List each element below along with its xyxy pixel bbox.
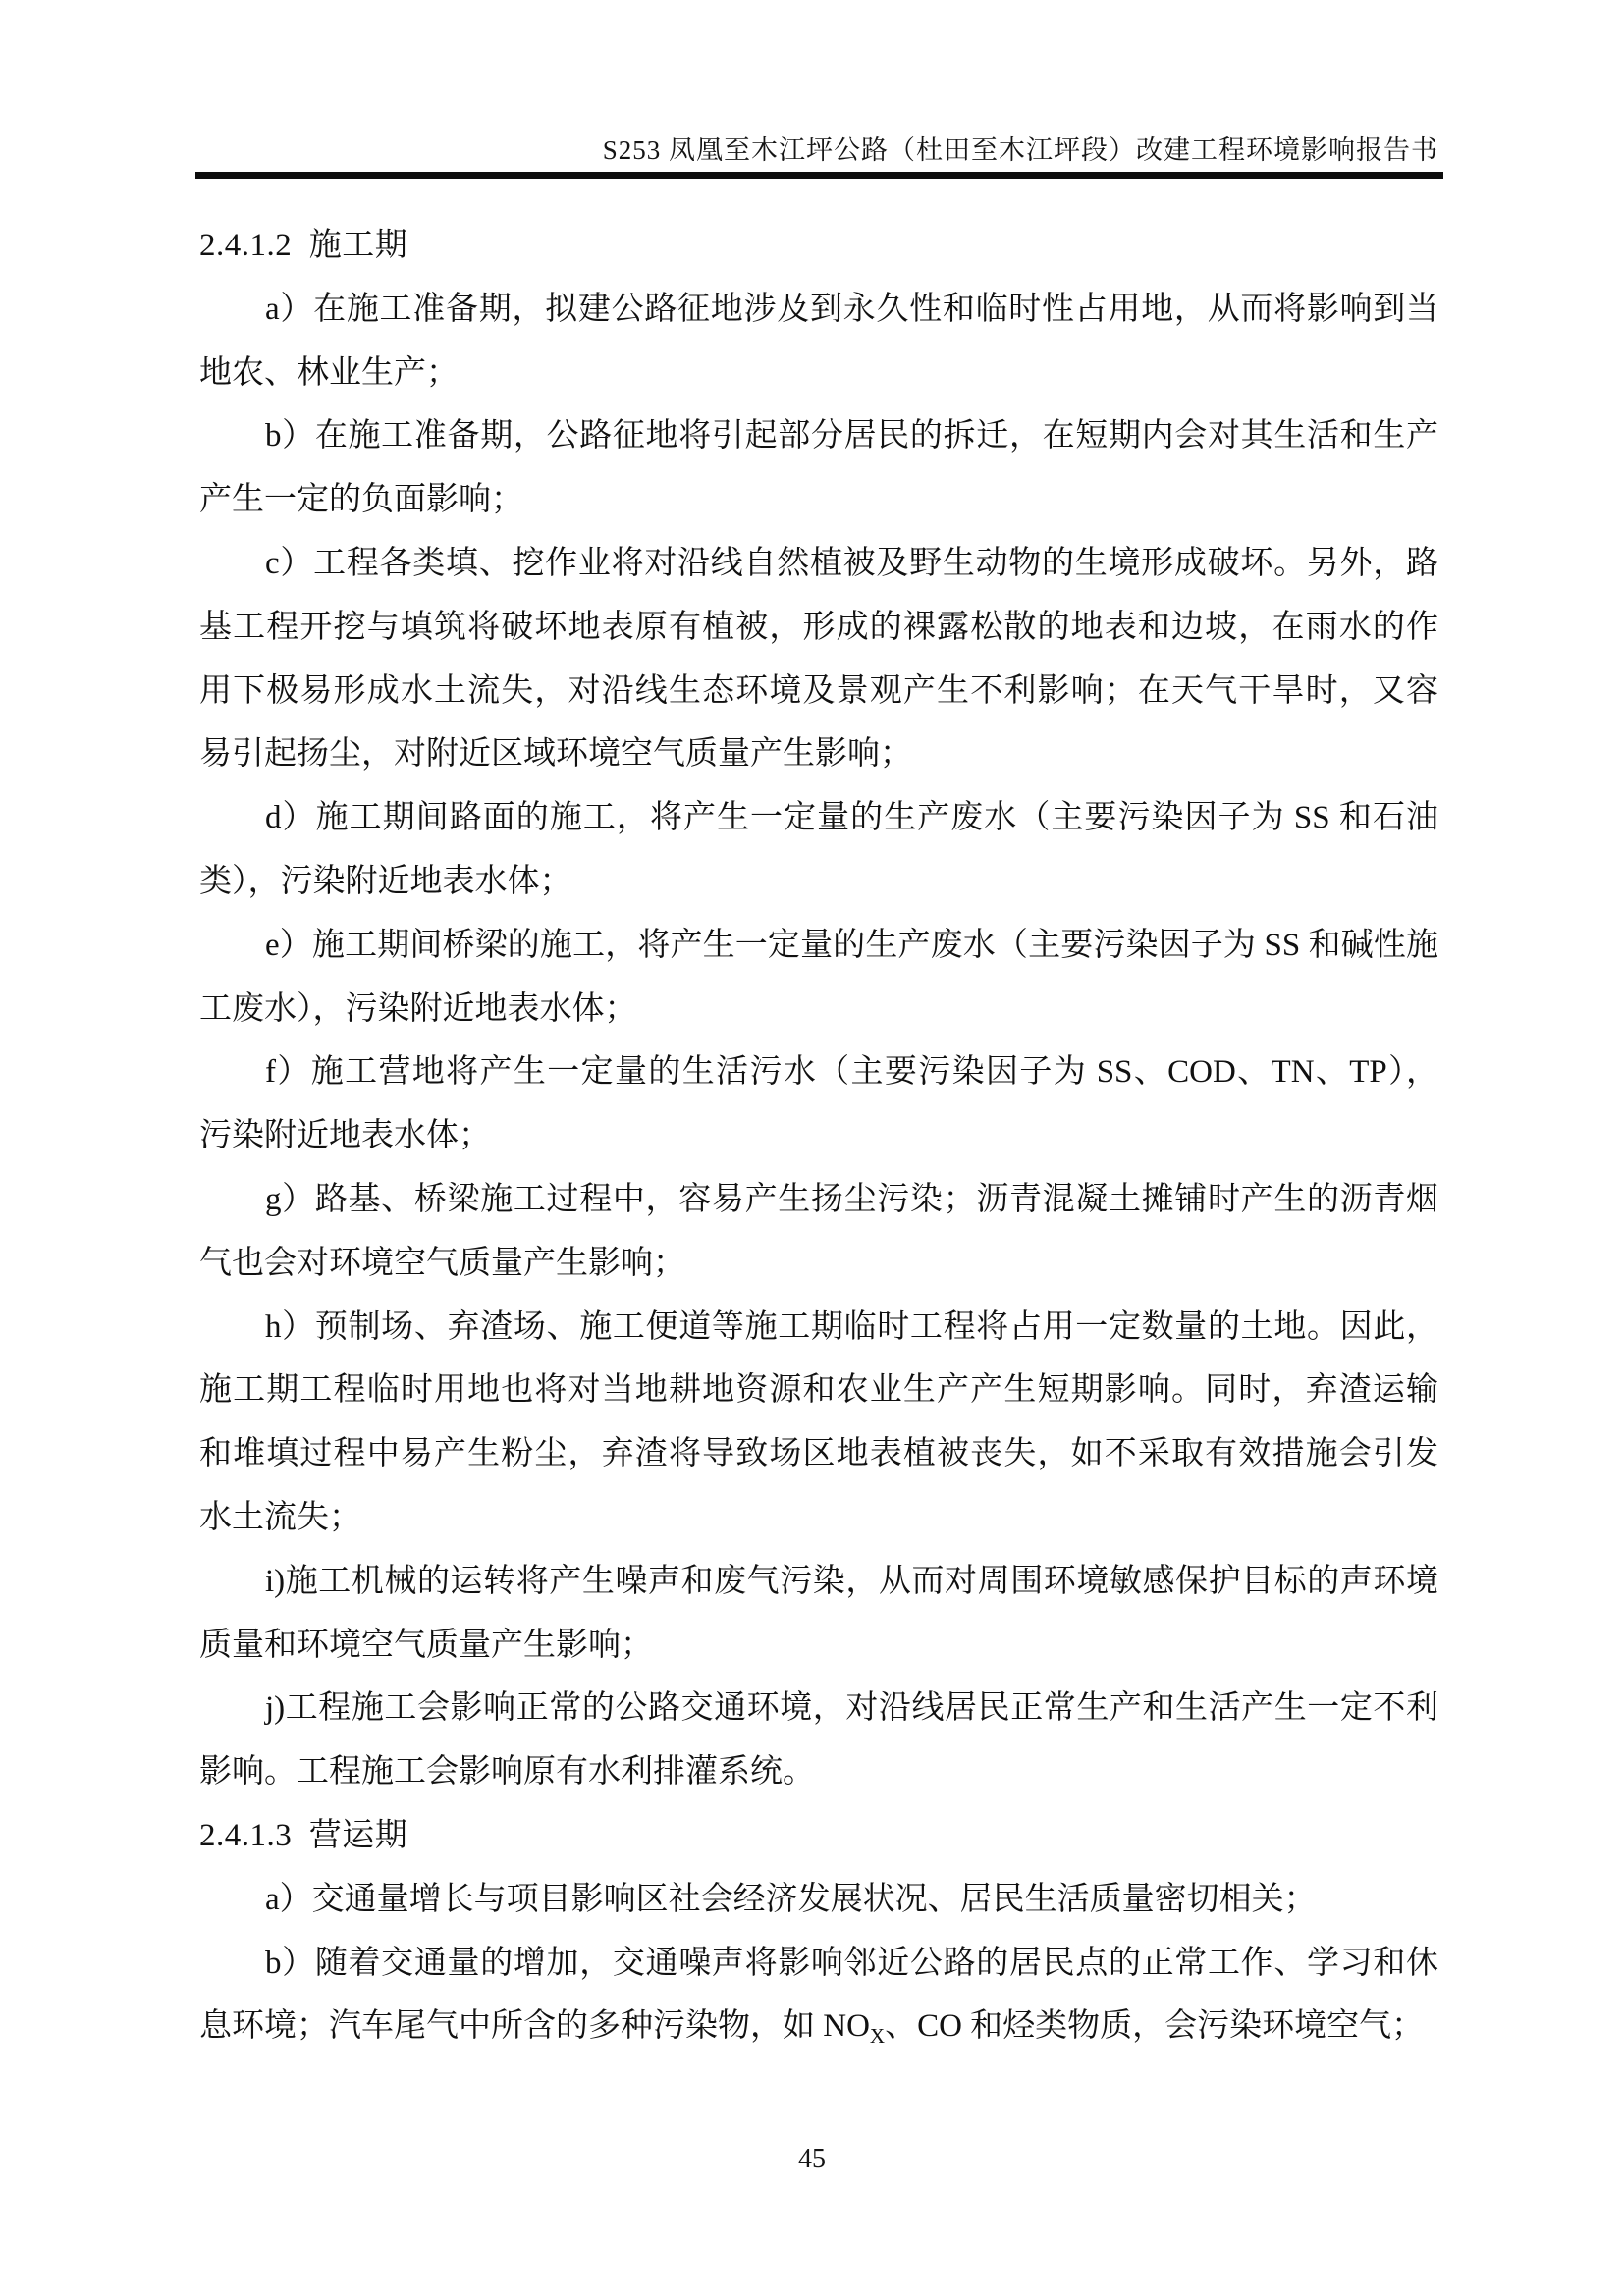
- text-line: b）随着交通量的增加，交通噪声将影响邻近公路的居民点的正常工作、学习和休: [265, 1945, 1438, 1981]
- text-line: 易引起扬尘，对附近区域环境空气质量产生影响；: [199, 736, 912, 773]
- text-line: 地农、林业生产；: [199, 354, 459, 391]
- text-line: b）在施工准备期，公路征地将引起部分居民的拆迁，在短期内会对其生活和生产: [265, 418, 1438, 454]
- text-segment: 息环境；汽车尾气中所含的多种污染物，如 NO: [199, 2008, 870, 2045]
- text-line: 质量和环境空气质量产生影响；: [199, 1627, 653, 1663]
- text-line: 施工期工程临时用地也将对当地耕地资源和农业生产产生短期影响。同时，弃渣运输: [199, 1372, 1438, 1409]
- text-segment: 、CO 和烃类物质，会污染环境空气；: [885, 2008, 1425, 2045]
- text-line: h）预制场、弃渣场、施工便道等施工期临时工程将占用一定数量的土地。因此，: [265, 1308, 1438, 1345]
- header-rule: [195, 172, 1443, 179]
- text-line: g）路基、桥梁施工过程中，容易产生扬尘污染；沥青混凝土摊铺时产生的沥青烟: [265, 1181, 1438, 1217]
- text-line: i)施工机械的运转将产生噪声和废气污染，从而对周围环境敏感保护目标的声环境: [265, 1563, 1438, 1599]
- text-line: e）施工期间桥梁的施工，将产生一定量的生产废水（主要污染因子为 SS 和碱性施: [265, 927, 1438, 963]
- text-line: 类），污染附近地表水体；: [199, 863, 572, 899]
- text-line: 水土流失；: [199, 1499, 361, 1535]
- text-line: c）工程各类填、挖作业将对沿线自然植被及野生动物的生境形成破坏。另外，路: [265, 545, 1438, 581]
- text-line: 和堆填过程中易产生粉尘，弃渣将导致场区地表植被丧失，如不采取有效措施会引发: [199, 1436, 1438, 1472]
- text-line: 产生一定的负面影响；: [199, 482, 523, 518]
- running-header-title: S253 凤凰至木江坪公路（杜田至木江坪段）改建工程环境影响报告书: [602, 135, 1438, 165]
- text-line: 用下极易形成水土流失，对沿线生态环境及景观产生不利影响；在天气干旱时，又容: [199, 672, 1438, 709]
- text-line: a）交通量增长与项目影响区社会经济发展状况、居民生活质量密切相关；: [265, 1881, 1317, 1917]
- text-line: 影响。工程施工会影响原有水利排灌系统。: [199, 1754, 815, 1790]
- text-line: 工废水），污染附近地表水体；: [199, 990, 637, 1027]
- section-heading: 2.4.1.2 施工期: [199, 228, 408, 263]
- text-line: j)工程施工会影响正常的公路交通环境，对沿线居民正常生产和生活产生一定不利: [265, 1690, 1438, 1727]
- text-line: d）施工期间路面的施工，将产生一定量的生产废水（主要污染因子为 SS 和石油: [265, 800, 1438, 836]
- text-line: f）施工营地将产生一定量的生活污水（主要污染因子为 SS、COD、TN、TP），: [265, 1054, 1438, 1091]
- text-line: 气也会对环境空气质量产生影响；: [199, 1245, 685, 1281]
- text-line: 基工程开挖与填筑将破坏地表原有植被，形成的裸露松散的地表和边坡，在雨水的作: [199, 609, 1438, 645]
- subscript-text: X: [869, 2024, 886, 2049]
- document-body: [199, 214, 1438, 2058]
- text-line: a）在施工准备期，拟建公路征地涉及到永久性和临时性占用地，从而将影响到当: [265, 291, 1438, 327]
- page-number: 45: [798, 2144, 826, 2174]
- text-line: 污染附近地表水体；: [199, 1118, 491, 1154]
- section-heading: 2.4.1.3 营运期: [199, 1817, 408, 1853]
- text-line: [199, 1995, 1438, 2058]
